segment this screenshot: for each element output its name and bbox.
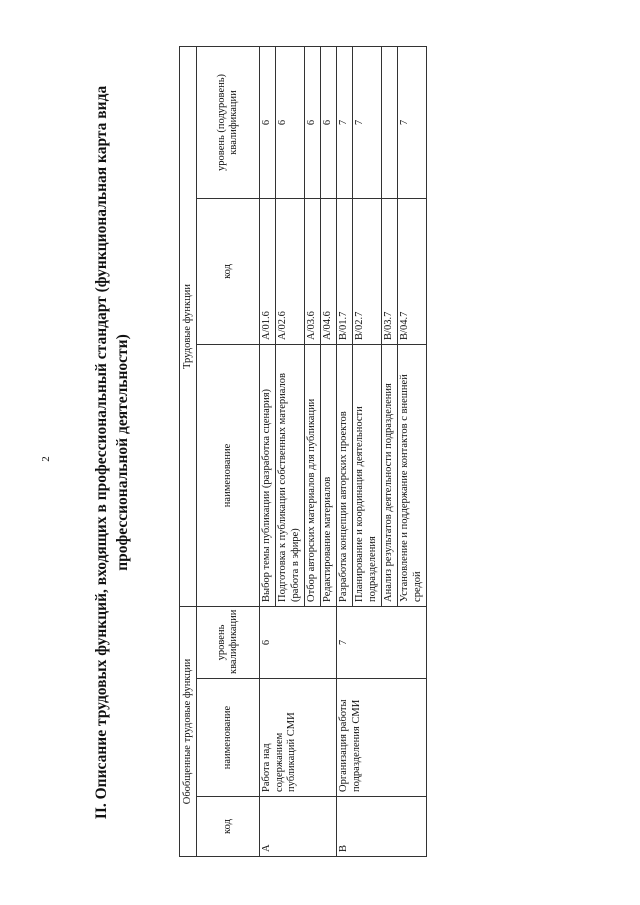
group-code: В	[337, 797, 427, 857]
table-header-row-2	[197, 46, 260, 856]
function-code: B/03.7	[382, 198, 398, 344]
function-level: 6	[260, 46, 276, 198]
function-code: A/04.6	[321, 198, 337, 344]
group-name: Работа над содержанием публикаций СМИ	[260, 679, 337, 797]
function-name: Планирование и координация деятельности подразделения	[353, 344, 382, 606]
header-gen-level: уровень квалификации	[197, 606, 260, 678]
header-labor-functions: Трудовые функции	[180, 46, 197, 606]
group-code: А	[260, 797, 337, 857]
group-level: 7	[337, 606, 427, 678]
table-row	[337, 46, 353, 856]
function-code: A/01.6	[260, 198, 276, 344]
function-level	[382, 46, 398, 198]
header-generalized-functions: Обобщенные трудовые функции	[180, 606, 197, 856]
function-level: 7	[337, 46, 353, 198]
function-name: Отбор авторских материалов для публикации	[305, 344, 321, 606]
functional-map-table	[179, 46, 427, 857]
function-code: B/04.7	[398, 198, 427, 344]
header-fn-code: код	[197, 198, 260, 344]
header-gen-code: код	[197, 797, 260, 857]
function-name: Установление и поддержание контактов с внешней средой	[398, 344, 427, 606]
group-name: Организация работы подразделения СМИ	[337, 679, 427, 797]
function-code: A/03.6	[305, 198, 321, 344]
table-row	[260, 46, 276, 856]
function-level: 7	[398, 46, 427, 198]
function-level: 6	[321, 46, 337, 198]
function-level: 6	[276, 46, 305, 198]
header-gen-name: наименование	[197, 679, 260, 797]
group-level: 6	[260, 606, 337, 678]
function-code: A/02.6	[276, 198, 305, 344]
header-fn-name: наименование	[197, 344, 260, 606]
function-name: Анализ результатов деятельности подразделения	[382, 344, 398, 606]
table-header-row-1	[180, 46, 197, 856]
function-code: B/02.7	[353, 198, 382, 344]
function-code: B/01.7	[337, 198, 353, 344]
function-name: Разработка концепции авторских проектов	[337, 344, 353, 606]
function-level: 7	[353, 46, 382, 198]
function-name: Подготовка к публикации собственных материалов (работа в эфире)	[276, 344, 305, 606]
function-level: 6	[305, 46, 321, 198]
page-number: 2	[39, 456, 52, 462]
section-heading-line-2: профессиональной деятельности)	[114, 334, 131, 571]
header-fn-level: уровень (подуровень) квалификации	[197, 46, 260, 198]
function-name: Редактирование материалов	[321, 344, 337, 606]
section-heading-line-1: II. Описание трудовых функций, входящих в профессиональный стандарт (функциональная карта вида	[93, 85, 110, 820]
function-name: Выбор темы публикации (разработка сценария)	[260, 344, 276, 606]
